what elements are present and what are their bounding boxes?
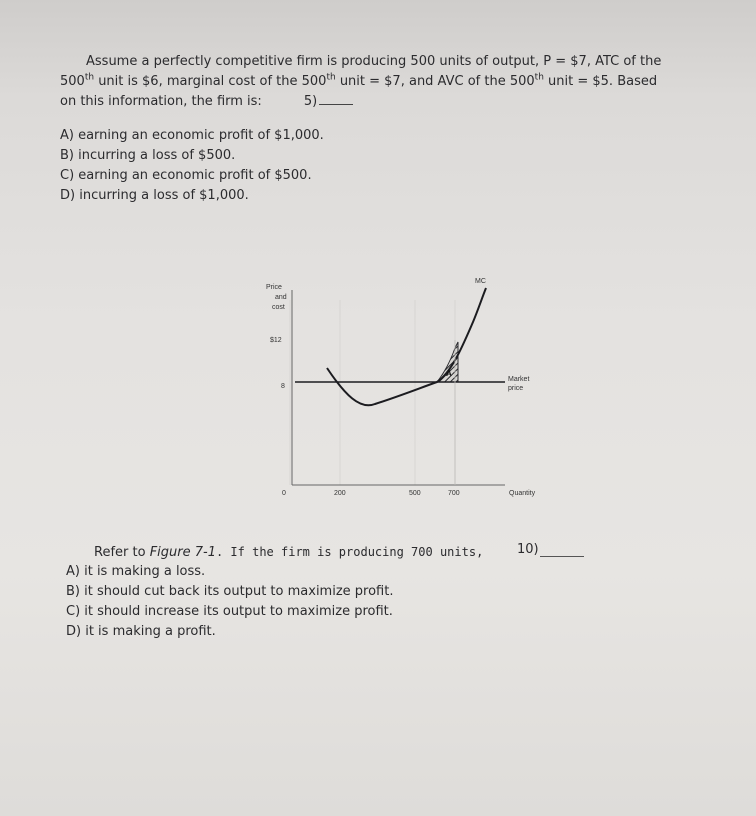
answer-blank-10[interactable] <box>540 556 584 557</box>
mc-curve <box>327 288 486 405</box>
question-5-text-a: Assume a perfectly competitive firm is producing 500 units of output, P = $7, ATC of the <box>86 54 662 69</box>
question-10-refer: Refer to <box>94 545 150 560</box>
question-5-number: 5) <box>303 94 318 109</box>
x-tick-500: 500 <box>409 490 421 497</box>
y-tick-12: $12 <box>270 337 282 344</box>
option-5c[interactable]: C) earning an economic profit of $500. <box>60 168 312 183</box>
question-5-text-b4: unit = $5. Based <box>543 74 658 89</box>
option-5d[interactable]: D) incurring a loss of $1,000. <box>60 188 249 203</box>
y-tick-0: 0 <box>282 490 286 497</box>
question-5-text-b3: unit = $7, and AVC of the 500 <box>335 74 535 89</box>
question-10-number: 10) <box>517 542 539 557</box>
figure-grid <box>290 300 455 485</box>
option-10b[interactable]: B) it should cut back its output to maximize profit. <box>66 584 394 599</box>
option-5a[interactable]: A) earning an economic profit of $1,000. <box>60 128 324 143</box>
option-5b[interactable]: B) incurring a loss of $500. <box>60 148 236 163</box>
question-5-text-c: on this information, the firm is: <box>60 94 262 109</box>
figure-reference: Figure 7-1 <box>149 545 216 560</box>
market-price-label-1: Market <box>508 376 530 383</box>
x-tick-200: 200 <box>334 490 346 497</box>
x-tick-700: 700 <box>448 490 460 497</box>
x-axis-label: Quantity <box>509 490 536 497</box>
question-10-text: . If the firm is producing 700 units, <box>215 545 484 559</box>
option-10c[interactable]: C) it should increase its output to maximize profit. <box>66 604 393 619</box>
question-10-stem <box>94 542 694 563</box>
ordinal-suffix: th <box>534 72 544 83</box>
option-10d[interactable]: D) it is making a profit. <box>66 624 216 639</box>
market-price-label-2: price <box>508 385 524 392</box>
question-5-text-b2: unit is $6, marginal cost of the 500 <box>94 74 327 89</box>
ordinal-suffix: th <box>326 72 336 83</box>
y-axis-label-and: and <box>275 294 287 301</box>
y-tick-8: 8 <box>281 383 285 390</box>
option-10a[interactable]: A) it is making a loss. <box>66 564 206 579</box>
ordinal-suffix: th <box>84 72 95 83</box>
question-10-options <box>66 562 393 642</box>
mc-label: MC <box>475 278 486 285</box>
y-axis-label-price: Price <box>266 284 282 291</box>
question-5-text-b1: 500 <box>60 74 85 89</box>
area-a-label: A <box>446 369 452 378</box>
y-axis-label-cost: cost <box>272 304 285 311</box>
